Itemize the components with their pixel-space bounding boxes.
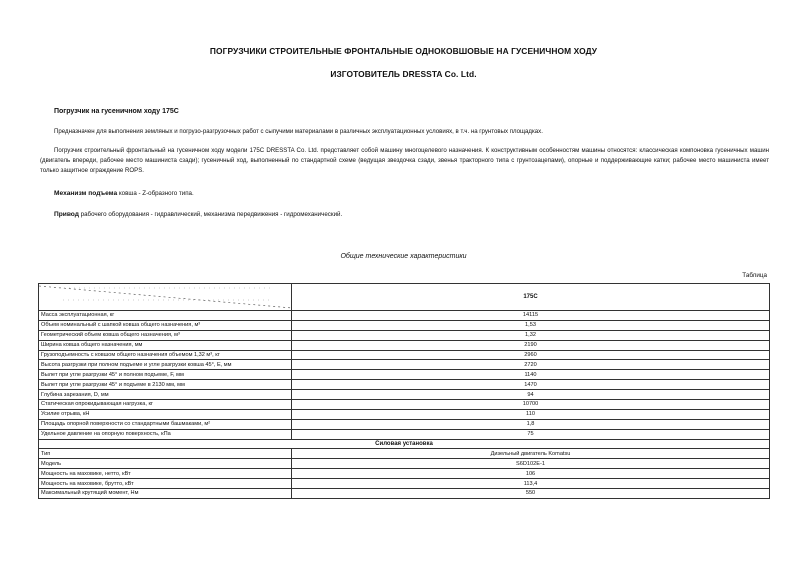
table-row bbox=[39, 360, 770, 370]
table-row bbox=[39, 370, 770, 380]
value-cell: 110 bbox=[292, 409, 770, 419]
table-row bbox=[39, 419, 770, 429]
param-cell: Геометрический объем ковша общего назначения, м³ bbox=[39, 330, 292, 340]
table-row bbox=[39, 409, 770, 419]
value-cell: 75 bbox=[292, 429, 770, 439]
value-cell: 2720 bbox=[292, 360, 770, 370]
value-cell: 1,8 bbox=[292, 419, 770, 429]
value-cell: S6D102E-1 bbox=[292, 459, 770, 469]
value-cell: 1140 bbox=[292, 370, 770, 380]
description-paragraph-text: Погрузчик строительный фронтальный на гусеничном ходу модели 175С DRESSTA Co. Ltd. представляет собой машину многоцелевого назначения. К конструктивным особенностям машины относятся: классическая компоновка гусеничных машин (двигатель впереди, рабочее место машиниста сзади); гусеничный ход, выполненный по стандартной схеме (ведущая звездочка сзади, звенья тракторного типа с грунтозацепами), опорные и поддерживающие катки; рабочее место машиниста имеет только защитное ограждение ROPS. bbox=[40, 147, 769, 175]
value-cell: 1,32 bbox=[292, 330, 770, 340]
drive-text: рабочего оборудования - гидравлический, механизма передвижения - гидромеханический. bbox=[80, 211, 343, 218]
value-cell: 2960 bbox=[292, 350, 770, 360]
purpose-paragraph bbox=[40, 127, 769, 137]
table-header-diagonal-cell bbox=[39, 284, 292, 311]
table-row bbox=[39, 330, 770, 340]
document-title-line1: ПОГРУЗЧИКИ СТРОИТЕЛЬНЫЕ ФРОНТАЛЬНЫЕ ОДНОКОВШОВЫЕ НА ГУСЕНИЧНОМ ХОДУ bbox=[209, 46, 598, 56]
lift-mechanism-text: ковша - Z-образного типа. bbox=[118, 190, 194, 197]
table-row bbox=[39, 340, 770, 350]
table-row bbox=[39, 449, 770, 459]
section-title: Силовая установка bbox=[39, 439, 770, 449]
param-cell: Мощность на маховике, нетто, кВт bbox=[39, 469, 292, 479]
value-cell: 2190 bbox=[292, 340, 770, 350]
param-cell: Статическая опрокидывающая нагрузка, кг bbox=[39, 400, 292, 410]
table-row bbox=[39, 469, 770, 479]
value-cell: 94 bbox=[292, 390, 770, 400]
param-cell: Модель bbox=[39, 459, 292, 469]
value-cell: 14115 bbox=[292, 311, 770, 321]
param-cell: Глубина зарезания, D, мм bbox=[39, 390, 292, 400]
table-row bbox=[39, 390, 770, 400]
table-header-row bbox=[39, 284, 770, 311]
table-row bbox=[39, 400, 770, 410]
param-cell: Грузоподъемность с ковшом общего назначения объемом 1,32 м³, кг bbox=[39, 350, 292, 360]
value-cell: 106 bbox=[292, 469, 770, 479]
value-cell: 1,53 bbox=[292, 320, 770, 330]
value-cell: 113,4 bbox=[292, 479, 770, 489]
document-title-line2: ИЗГОТОВИТЕЛЬ DRESSTA Co. Ltd. bbox=[330, 69, 477, 79]
table-label: Таблица bbox=[742, 272, 767, 279]
table-row bbox=[39, 459, 770, 469]
table-row bbox=[39, 350, 770, 360]
param-cell: Максимальный крутящий момент, Нм bbox=[39, 489, 292, 499]
diagonal-header-lines bbox=[39, 284, 292, 310]
table-row bbox=[39, 479, 770, 489]
table-row bbox=[39, 429, 770, 439]
param-cell: Объем номинальный с шапкой ковша общего назначения, м³ bbox=[39, 320, 292, 330]
table-row bbox=[39, 380, 770, 390]
param-cell: Вылет при угле разгрузки 45° и подъеме в 2130 мм, мм bbox=[39, 380, 292, 390]
param-cell: Ширина ковша общего назначения, мм bbox=[39, 340, 292, 350]
description-paragraph bbox=[40, 146, 769, 177]
param-cell: Мощность на маховике, брутто, кВт bbox=[39, 479, 292, 489]
purpose-paragraph-text: Предназначен для выполнения земляных и погрузо-разгрузочных работ с сыпучими материалами в различных эксплуатационных условиях, в т.ч. на грунтовых площадках. bbox=[54, 128, 543, 135]
lift-mechanism-paragraph bbox=[54, 190, 194, 197]
value-cell: 550 bbox=[292, 489, 770, 499]
param-cell: Удельное давление на опорную поверхность, кПа bbox=[39, 429, 292, 439]
lift-mechanism-label: Механизм подъема bbox=[54, 190, 118, 197]
table-row bbox=[39, 489, 770, 499]
param-cell: Масса эксплуатационная, кг bbox=[39, 311, 292, 321]
param-cell: Высота разгрузки при полном подъеме и угле разгрузки ковша 45°, Е, мм bbox=[39, 360, 292, 370]
param-cell: Тип bbox=[39, 449, 292, 459]
param-cell: Усилие отрыва, кН bbox=[39, 409, 292, 419]
table-row bbox=[39, 311, 770, 321]
drive-label: Привод bbox=[54, 211, 79, 218]
drive-paragraph bbox=[54, 211, 342, 218]
table-caption: Общие технические характеристики bbox=[340, 253, 467, 260]
param-cell: Площадь опорной поверхности со стандартными башмаками, м² bbox=[39, 419, 292, 429]
param-cell: Вылет при угле разгрузки 45° и полном подъеме, F, мм bbox=[39, 370, 292, 380]
value-cell: 1470 bbox=[292, 380, 770, 390]
section-row bbox=[39, 439, 770, 449]
table-row bbox=[39, 320, 770, 330]
spec-table bbox=[38, 283, 770, 499]
table-header-model: 175С bbox=[292, 284, 770, 311]
value-cell: Дизельный двигатель Komatsu bbox=[292, 449, 770, 459]
section-heading: Погрузчик на гусеничном ходу 175С bbox=[54, 108, 179, 115]
value-cell: 10700 bbox=[292, 400, 770, 410]
